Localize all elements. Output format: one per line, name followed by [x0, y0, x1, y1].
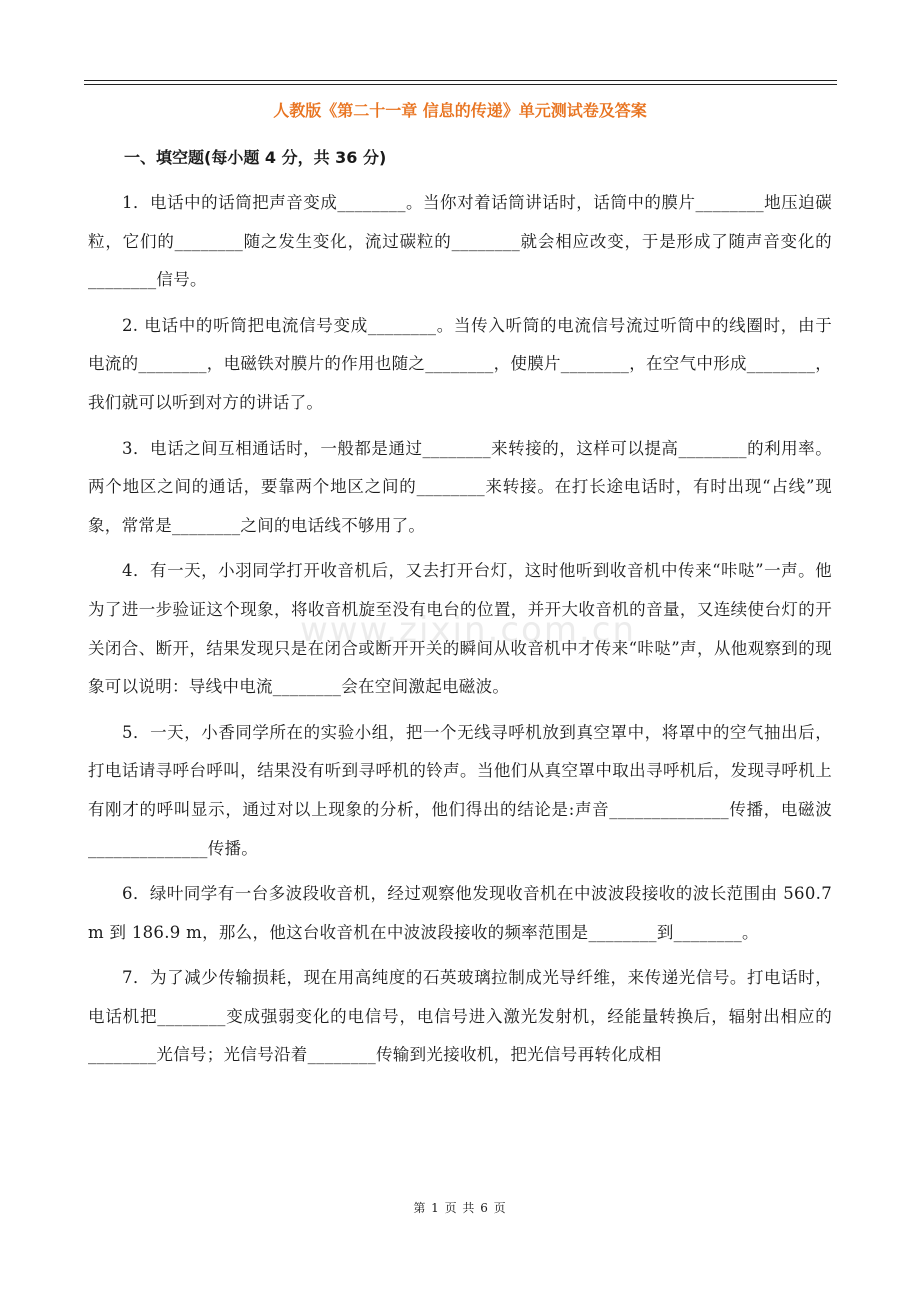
- question-7: 7．为了减少传输损耗，现在用高纯度的石英玻璃拉制成光导纤维，来传递光信号。打电话时，电话机把________变成强弱变化的电信号，电信号进入激光发射机，经能量转换后，辐射出相应的________光信号；光信号沿着________传输到光接收机，把光信号再转化成相: [88, 968, 832, 1065]
- question-2: 2. 电话中的听筒把电流信号变成________。当传入听筒的电流信号流过听筒中的线圈时，由于电流的________，电磁铁对膜片的作用也随之________，使膜片________，在空气中形成________，我们就可以听到对方的讲话了。: [88, 315, 832, 412]
- question-1: 1．电话中的话筒把声音变成________。当你对着话筒讲话时，话筒中的膜片________地压迫碳粒，它们的________随之发生变化，流过碳粒的________就会相应改变，于是形成了随声音变化的________信号。: [88, 193, 832, 290]
- header-rule-top: [84, 80, 837, 81]
- question-4: 4．有一天，小羽同学打开收音机后，又去打开台灯，这时他听到收音机中传来“咔哒”一声。他为了进一步验证这个现象，将收音机旋至没有电台的位置，并开大收音机的音量，又连续使台灯的开关闭合、断开，结果发现只是在闭合或断开开关的瞬间从收音机中才传来“咔哒”声，从他观察到的现象可以说明：导线中电流________会在空间激起电磁波。: [88, 561, 832, 697]
- section-heading: 一、填空题(每小题 4 分，共 36 分): [124, 148, 387, 167]
- document-title: 人教版《第二十一章 信息的传递》单元测试卷及答案: [273, 101, 647, 120]
- question-6: 6．绿叶同学有一台多波段收音机，经过观察他发现收音机在中波波段接收的波长范围由 560.7 m 到 186.9 m，那么，他这台收音机在中波波段接收的频率范围是________到________。: [88, 884, 832, 942]
- question-5: 5．一天，小香同学所在的实验小组，把一个无线寻呼机放到真空罩中，将罩中的空气抽出后，打电话请寻呼台呼叫，结果没有听到寻呼机的铃声。当他们从真空罩中取出寻呼机后，发现寻呼机上有刚才的呼叫显示，通过对以上现象的分析，他们得出的结论是:声音______________传播，电磁波______________传播。: [88, 722, 832, 858]
- page-number: 第 1 页 共 6 页: [413, 1201, 507, 1215]
- question-3: 3．电话之间互相通话时，一般都是通过________来转接的，这样可以提高________的利用率。两个地区之间的通话，要靠两个地区之间的________来转接。在打长途电话时，有时出现“占线”现象，常常是________之间的电话线不够用了。: [88, 438, 832, 535]
- header-rule-bottom: [84, 84, 837, 85]
- watermark: www.zixin.com.cn: [300, 610, 636, 650]
- question-list: [88, 184, 832, 1082]
